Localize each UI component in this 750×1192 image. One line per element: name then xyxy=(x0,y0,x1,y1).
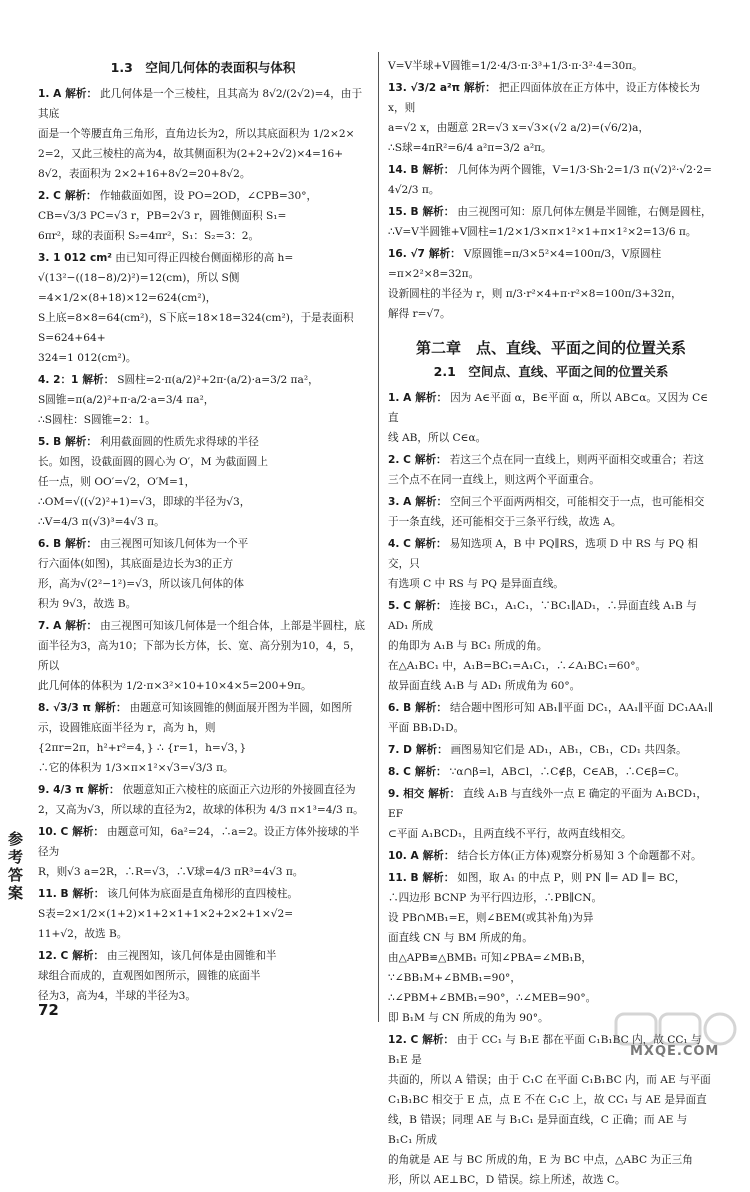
answer-item xyxy=(38,780,368,820)
answer-text-line: R，则√3 a=2R，∴R=√3，∴V球=4/3 πR³=4√3 π。 xyxy=(38,866,304,878)
analysis-label: 解析： xyxy=(72,826,105,838)
answer-text-line: 形，所以 AE⊥BC，D 错误。综上所述，故选 C。 xyxy=(388,1174,626,1186)
right-continuation xyxy=(388,56,714,76)
answer-item xyxy=(38,698,368,778)
answer-text-line: 球组合而成的，直观图如图所示，圆锥的底面半 xyxy=(38,970,261,982)
analysis-label: 解析： xyxy=(414,454,447,466)
answer-text-line: 作轴截面如图，设 PO=2OD，∠CPB=30°， xyxy=(99,190,318,202)
analysis-label: 解析： xyxy=(65,88,98,100)
analysis-label: 解析： xyxy=(64,190,97,202)
answer-text-line: 结合长方体(正方体)观察分析易知 3 个命题都不对。 xyxy=(457,850,702,862)
analysis-label: 解析： xyxy=(87,784,120,796)
left-answer-list xyxy=(38,84,368,1006)
answer-text-line: ⊂平面 A₁BCD₁，且两直线不平行，故两直线相交。 xyxy=(388,828,632,840)
analysis-label: 解析： xyxy=(464,82,496,94)
answer-item xyxy=(388,450,714,490)
analysis-label: 解析： xyxy=(422,206,455,218)
answer-number: 16. √7 xyxy=(388,248,425,260)
answer-text-line: a=√2 x，由题意 2R=√3 x=√3×(√2 a/2)=(√6/2)a， xyxy=(388,122,650,134)
answer-text-line: 平面 BB₁D₁D。 xyxy=(388,722,465,734)
answer-number: 12. C xyxy=(388,1034,419,1046)
answer-item xyxy=(388,492,714,532)
answer-number: 11. B xyxy=(388,872,419,884)
answer-item xyxy=(388,740,714,760)
answer-text-line: S表=2×1/2×(1+2)×1+2×1+1×2+2×2+1×√2= xyxy=(38,908,294,920)
answer-text-line: 由△APB≌△BMB₁ 可知∠PBA=∠MB₁B， xyxy=(388,952,592,964)
left-column xyxy=(38,56,368,1008)
analysis-label: 解析： xyxy=(422,872,455,884)
answer-text-line: V原圆锥=π/3×5²×4=100π/3，V原圆柱=π×2²×8=32π。 xyxy=(388,248,662,280)
answer-text-line: CB=√3/3 PC=√3 r，PB=2√3 r，圆锥侧面积 S₁= xyxy=(38,210,287,222)
analysis-label: 解析： xyxy=(415,392,448,404)
answer-text-line: 示，设圆锥底面半径为 r，高为 h，则 xyxy=(38,722,216,734)
analysis-label: 解析： xyxy=(65,436,97,448)
answer-text-line: 解得 r=√7。 xyxy=(388,308,451,320)
analysis-label: 解析： xyxy=(82,374,115,386)
analysis-label: 解析： xyxy=(72,888,105,900)
subsection-title: 2.1 空间点、直线、平面之间的位置关系 xyxy=(433,364,669,379)
answer-number: 10. C xyxy=(38,826,69,838)
answer-text-line: ∴∠PBM+∠BMB₁=90°，∴∠MEB=90°。 xyxy=(388,992,597,1004)
analysis-label: 解析： xyxy=(94,702,127,714)
answer-number: 12. C xyxy=(38,950,69,962)
answer-text-line: 此几何体是一个三棱柱，且其高为 8√2/(2√2)=4，由于其底 xyxy=(38,88,363,120)
answer-number: 5. C xyxy=(388,600,411,612)
answer-text-line: 直线 A₁B 与直线外一点 E 确定的平面为 A₁BCD₁，EF xyxy=(388,788,707,820)
analysis-label: 解析： xyxy=(65,620,98,632)
analysis-label: 解析： xyxy=(428,788,461,800)
answer-text-line: 由三视图知，该几何体是由圆锥和半 xyxy=(107,950,277,962)
answer-text-line: 利用截面圆的性质先求得球的半径 xyxy=(99,436,259,448)
answer-text-line: 2，又高为√3，所以球的直径为2，故球的体积为 4/3 π×1³=4/3 π。 xyxy=(38,804,364,816)
answer-text-line: 设新圆柱的半径为 r，则 π/3·r²×4+π·r²×8=100π/3+32π， xyxy=(388,288,682,300)
answer-text-line: 324=1 012(cm²)。 xyxy=(38,352,137,364)
answer-text-line: 如图，取 A₁ 的中点 P，则 PN ∥= AD ∥= BC， xyxy=(457,872,686,884)
answer-text-line: 依题意知正六棱柱的底面正六边形的外接圆直径为 xyxy=(122,784,356,796)
answer-text-line: S上底=8×8=64(cm²)，S下底=18×18=324(cm²)，于是表面积 S=624+64+ xyxy=(38,312,354,344)
answer-text-line: 由已知可得正四棱台侧面梯形的高 h= xyxy=(115,252,294,264)
answer-text-line: 长。如图，设截面圆的圆心为 O′，M 为截面圆上 xyxy=(38,456,268,468)
answer-text-line: 画图易知它们是 AD₁，AB₁，CB₁，CD₁ 共四条。 xyxy=(450,744,687,756)
answer-text-line: 面半径为3，高为10；下部为长方体，长、宽、高分别为10，4，5，所以 xyxy=(38,640,361,672)
answer-item xyxy=(38,884,368,944)
answer-text-line: 径为3，高为4，半球的半径为3。 xyxy=(38,990,196,1002)
answer-text-line: 设 PB∩MB₁=E，则∠BEM(或其补角)为异 xyxy=(388,912,594,924)
answer-text-line: 6πr²，球的表面积 S₂=4πr²，S₁：S₂=3：2。 xyxy=(38,230,260,242)
answer-text-line: 2=2，又此三棱柱的高为4，故其侧面积为(2+2+2√2)×4=16+ xyxy=(38,148,344,160)
answer-text-line: 空间三个平面两两相交，可能相交于一点，也可能相交 xyxy=(450,496,705,508)
answer-number: 5. B xyxy=(38,436,62,448)
answer-text-line: S圆锥=π(a/2)²+π·a/2·a=3/4 πa²， xyxy=(38,394,215,406)
answer-item xyxy=(38,946,368,1006)
answer-text-line: 由三视图可知该几何体是一个组合体，上部是半圆柱，底 xyxy=(100,620,365,632)
answer-text-line: 若这三个点在同一直线上，则两平面相交或重合；若这 xyxy=(449,454,704,466)
answer-number: 14. B xyxy=(388,164,419,176)
answer-text-line: 4√2/3 π。 xyxy=(388,184,440,196)
answer-text-line: 由于 CC₁ 与 B₁E 都在平面 C₁B₁BC 内，故 CC₁ 与 B₁E 是 xyxy=(388,1034,702,1066)
page-number: 72 xyxy=(38,1001,59,1019)
continuation-line: V=V半球+V圆锥=1/2·4/3·π·3³+1/3·π·3²·4=30π。 xyxy=(388,60,643,72)
answer-text-line: 共面的，所以 A 错误；由于 C₁C 在平面 C₁B₁BC 内，而 AE 与平面 xyxy=(388,1074,711,1086)
answer-text-line: ∴四边形 BCNP 为平行四边形，∴PB∥CN。 xyxy=(388,892,603,904)
answer-item xyxy=(388,698,714,738)
answer-text-line: 面直线 CN 与 BM 所成的角。 xyxy=(388,932,533,944)
chapter-title: 第二章 点、直线、平面之间的位置关系 xyxy=(415,339,686,357)
answer-item xyxy=(38,84,368,184)
answer-text-line: C₁B₁BC 相交于 E 点，点 E 不在 C₁C 上，故 CC₁ 与 AE 是异面直 xyxy=(388,1094,707,1106)
analysis-label: 解析： xyxy=(422,850,455,862)
analysis-label: 解析： xyxy=(415,702,447,714)
side-label: 参考答案 xyxy=(8,830,24,902)
answer-text-line: 面是一个等腰直角三角形，直角边长为2，所以其底面积为 1/2×2× xyxy=(38,128,355,140)
answer-item xyxy=(38,248,368,368)
answer-item xyxy=(388,202,714,242)
answer-text-line: 任一点，则 OO′=√2，O′M=1， xyxy=(38,476,196,488)
answer-text-line: 积为 9√3，故选 B。 xyxy=(38,598,137,610)
answer-item xyxy=(388,596,714,696)
answer-text-line: 的角就是 AE 与 BC 所成的角，E 为 BC 中点，△ABC 为正三角 xyxy=(388,1154,693,1166)
answer-text-line: 几何体为两个圆锥，V=1/3·Sh·2=1/3 π(√2)²·√2·2= xyxy=(457,164,712,176)
answer-number: 8. C xyxy=(388,766,411,778)
answer-item xyxy=(38,370,368,430)
analysis-label: 解析： xyxy=(72,950,105,962)
answer-text-line: ∵∠BB₁M+∠BMB₁=90°， xyxy=(388,972,521,984)
answer-text-line: 此几何体的体积为 1/2·π×3²×10+10×4×5=200+9π。 xyxy=(38,680,312,692)
answer-number: 6. B xyxy=(38,538,62,550)
section-title: 1.3 空间几何体的表面积与体积 xyxy=(110,60,296,75)
answer-item xyxy=(388,78,714,158)
answer-item xyxy=(388,762,714,782)
column-divider xyxy=(378,52,379,1022)
answer-text-line: 8√2，表面积为 2×2+16+8√2=20+8√2。 xyxy=(38,168,251,180)
answer-text-line: 在△A₁BC₁ 中，A₁B=BC₁=A₁C₁，∴∠A₁BC₁=60°。 xyxy=(388,660,647,672)
analysis-label: 解析： xyxy=(414,600,447,612)
analysis-label: 解析： xyxy=(414,766,447,778)
answer-text-line: ∴S球=4πR²=6/4 a²π=3/2 a²π。 xyxy=(388,142,552,154)
answer-item xyxy=(38,534,368,614)
answer-text-line: 线，B 错误；同理 AE 与 B₁C₁ 是异面直线，C 正确；而 AE 与 B₁C₁ 所成 xyxy=(388,1114,688,1146)
answer-text-line: 11+√2，故选 B。 xyxy=(38,928,128,940)
answer-number: 2. C xyxy=(388,454,411,466)
answer-text-line: ∴S圆柱：S圆锥=2：1。 xyxy=(38,414,156,426)
answer-item xyxy=(388,868,714,1028)
answer-text-line: 由三视图可知该几何体为一个平 xyxy=(99,538,249,550)
right-answer-list-b xyxy=(388,388,714,1190)
answer-number: 9. 相交 xyxy=(388,788,425,800)
answer-number: 11. B xyxy=(38,888,69,900)
answer-item xyxy=(388,160,714,200)
analysis-label: 解析： xyxy=(415,744,448,756)
answer-text-line: {2πr=2π，h²+r²=4，} ∴ {r=1，h=√3，} xyxy=(38,742,247,754)
answer-text-line: 故异面直线 A₁B 与 AD₁ 所成角为 60°。 xyxy=(388,680,581,692)
answer-number: 7. D xyxy=(388,744,412,756)
answer-number: 1. A xyxy=(38,88,62,100)
analysis-label: 解析： xyxy=(415,496,448,508)
answer-number: 2. C xyxy=(38,190,61,202)
answer-text-line: ∴V=4/3 π(√3)³=4√3 π。 xyxy=(38,516,165,528)
answer-text-line: 有选项 C 中 RS 与 PQ 是异面直线。 xyxy=(388,578,564,590)
answer-item xyxy=(388,244,714,324)
answer-number: 10. A xyxy=(388,850,419,862)
answer-number: 3. 1 012 cm² xyxy=(38,252,112,264)
answer-text-line: 三个点不在同一直线上，则这两个平面重合。 xyxy=(388,474,600,486)
answer-text-line: ∵α∩β=l，AB⊂l，∴C∉β，C∈AB，∴C∈β=C。 xyxy=(449,766,686,778)
answer-item xyxy=(388,846,714,866)
answer-text-line: 由题意可知该圆锥的侧面展开图为半圆，如图所 xyxy=(129,702,353,714)
answer-text-line: 结合题中图形可知 AB₁∥平面 DC₁，AA₁∥平面 DC₁AA₁∥ xyxy=(449,702,713,714)
answer-text-line: ∴V=V半圆锥+V圆柱=1/2×1/3×π×1²×1+π×1²×2=13/6 π。 xyxy=(388,226,697,238)
answer-text-line: S圆柱=2·π(a/2)²+2π·(a/2)·a=3/2 πa²， xyxy=(117,374,319,386)
answer-text-line: 形，高为√(2²−1²)=√3，所以该几何体的体 xyxy=(38,578,244,590)
analysis-label: 解析： xyxy=(422,1034,455,1046)
analysis-label: 解析： xyxy=(65,538,97,550)
answer-item xyxy=(388,388,714,448)
right-answer-list-a xyxy=(388,78,714,324)
answer-item xyxy=(38,186,368,246)
answer-text-line: 易知选项 A，B 中 PQ∥RS，选项 D 中 RS 与 PQ 相交，只 xyxy=(388,538,698,570)
answer-text-line: 因为 A∈平面 α，B∈平面 α，所以 AB⊂α。又因为 C∈直 xyxy=(388,392,709,424)
answer-number: 7. A xyxy=(38,620,62,632)
answer-text-line: 把正四面体放在正方体中，设正方体棱长为 x，则 xyxy=(388,82,701,114)
watermark-text: MXQE.COM xyxy=(630,1044,720,1059)
answer-text-line: 连接 BC₁，A₁C₁，∵BC₁∥AD₁，∴异面直线 A₁B 与 AD₁ 所成 xyxy=(388,600,697,632)
answer-number: 4. 2：1 xyxy=(38,374,79,386)
analysis-label: 解析： xyxy=(414,538,447,550)
answer-text-line: √(13²−((18−8)/2)²)=12(cm)，所以 S侧=4×1/2×(8+18)×12=624(cm²)， xyxy=(38,272,240,304)
answer-number: 1. A xyxy=(388,392,412,404)
answer-number: 8. √3/3 π xyxy=(38,702,91,714)
answer-number: 13. √3/2 a²π xyxy=(388,82,460,94)
answer-text-line: ∴它的体积为 1/3×π×1²×√3=√3/3 π。 xyxy=(38,762,234,774)
answer-text-line: 于一条直线，还可能相交于三条平行线，故选 A。 xyxy=(388,516,622,528)
answer-number: 6. B xyxy=(388,702,412,714)
answer-item xyxy=(388,534,714,594)
answer-number: 3. A xyxy=(388,496,412,508)
answer-number: 9. 4/3 π xyxy=(38,784,84,796)
answer-text-line: 由题意可知，6a²=24，∴a=2。设正方体外接球的半径为 xyxy=(38,826,360,858)
answer-text-line: 线 AB，所以 C∈α。 xyxy=(388,432,487,444)
answer-text-line: 行六面体(如图)，其底面是边长为3的正方 xyxy=(38,558,234,570)
answer-item xyxy=(38,616,368,696)
answer-text-line: 由三视图可知：原几何体左侧是半圆锥，右侧是圆柱， xyxy=(457,206,712,218)
answer-number: 15. B xyxy=(388,206,419,218)
answer-item xyxy=(38,432,368,532)
analysis-label: 解析： xyxy=(422,164,455,176)
answer-text-line: 的角即为 A₁B 与 BC₁ 所成的角。 xyxy=(388,640,548,652)
analysis-label: 解析： xyxy=(428,248,461,260)
answer-number: 4. C xyxy=(388,538,411,550)
answer-text-line: 该几何体为底面是直角梯形的直四棱柱。 xyxy=(107,888,298,900)
answer-item xyxy=(38,822,368,882)
answer-item xyxy=(388,784,714,844)
answer-text-line: ∴OM=√((√2)²+1)=√3，即球的半径为√3， xyxy=(38,496,251,508)
answer-text-line: 即 B₁M 与 CN 所成的角为 90°。 xyxy=(388,1012,549,1024)
